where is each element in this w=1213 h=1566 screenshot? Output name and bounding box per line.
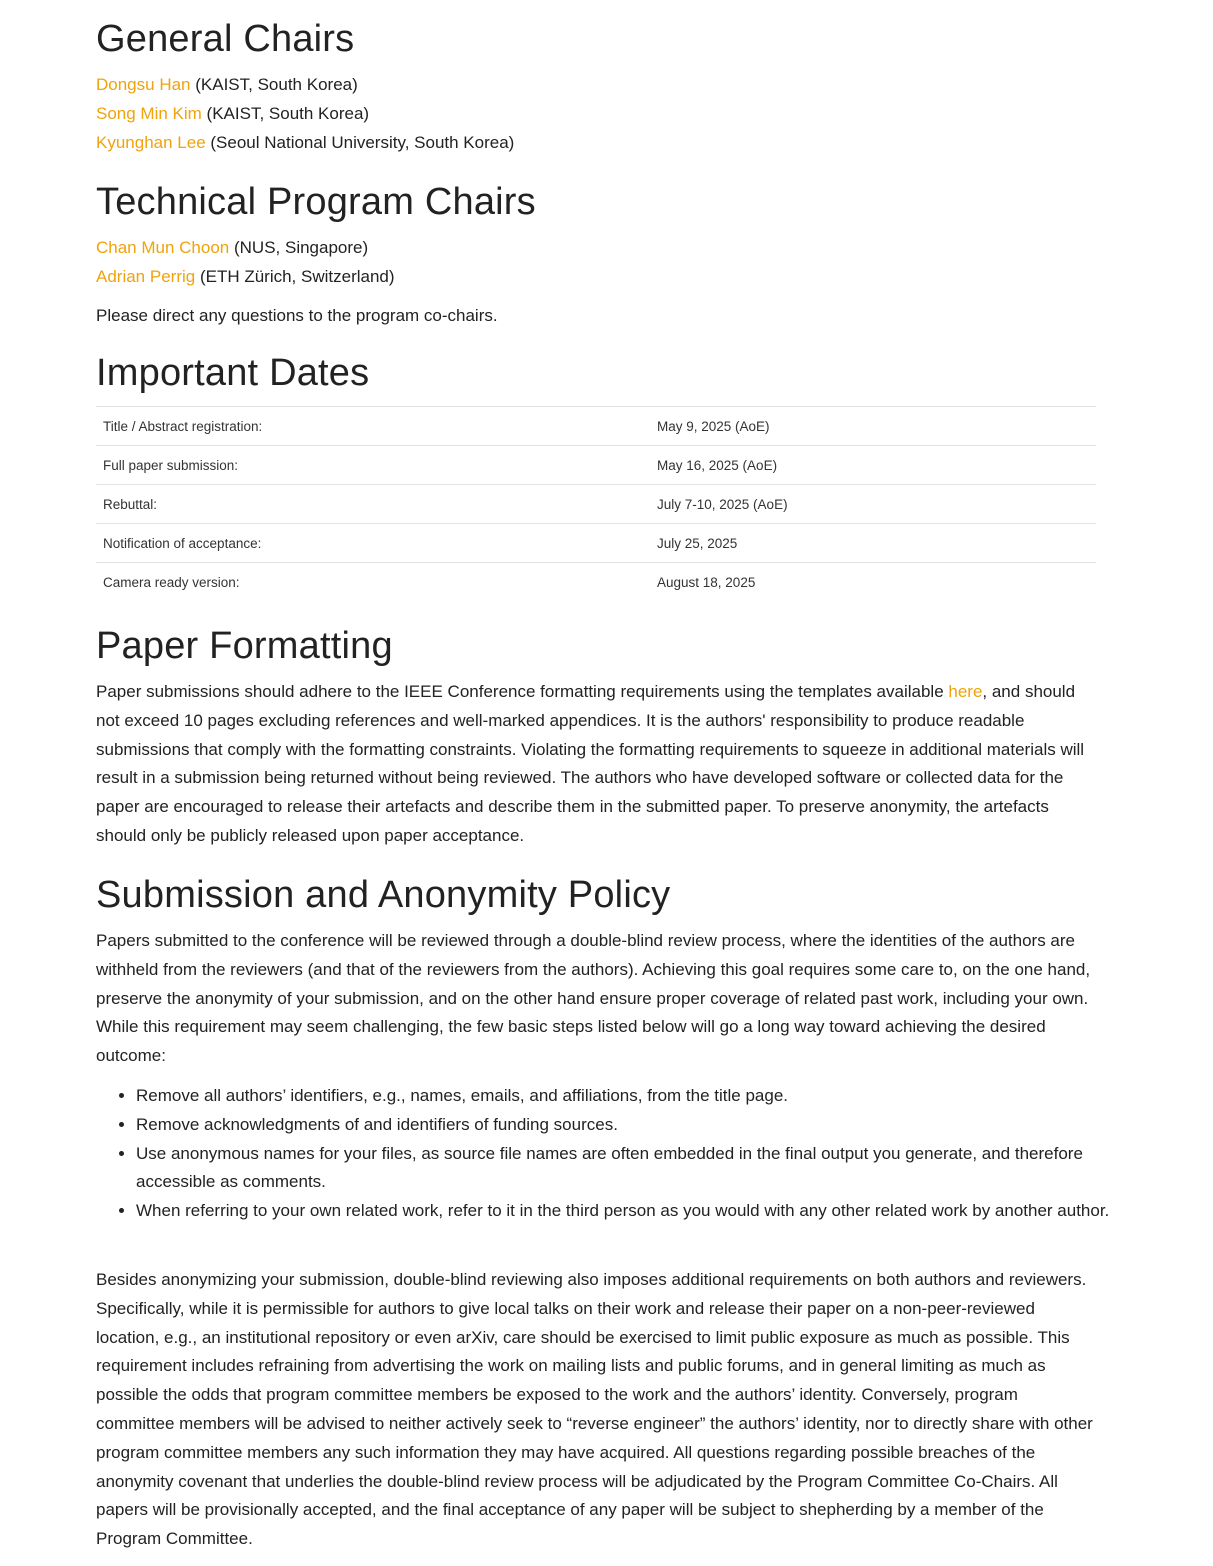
- date-value: July 7-10, 2025 (AoE): [650, 485, 1096, 524]
- general-chair-affiliation: (KAIST, South Korea): [190, 75, 358, 94]
- date-label: Camera ready version:: [96, 563, 650, 602]
- table-row: [96, 407, 1096, 446]
- table-row: [96, 446, 1096, 485]
- submission-policy-closing: Besides anonymizing your submission, double-blind reviewing also imposes additional requirements on both authors and reviewers. Specifically, while it is permissible for authors to give local talks on their work and release their paper on a non-peer-reviewed location, e.g., an institutional repository or even arXiv, care should be exercised to limit public exposure as much as possible. This requirement includes refraining from advertising the work on mailing lists and public forums, and in general limiting as much as possible the odds that program committee members be exposed to the work and the authors’ identity. Conversely, program committee members will be advised to neither actively seek to “reverse engineer” the authors’ identity, nor to directly share with other program committee members any such information they may have acquired. All questions regarding possible breaches of the anonymity covenant that underlies the double-blind review process will be adjudicated by the Program Committee Co-Chairs. All papers will be provisionally accepted, and the final acceptance of any paper will be subject to shepherding by a member of the Program Committee.: [96, 1270, 1093, 1549]
- list-item: • Remove all authors’ identifiers, e.g., names, emails, and affiliations, from the title page.: [136, 1082, 1136, 1111]
- date-label: Rebuttal:: [96, 485, 650, 524]
- important-dates-heading: Important Dates: [96, 352, 370, 394]
- formatting-text-after-link: , and should not exceed 10 pages excluding references and well-marked appendices. It is the authors' responsibility to produce readable submissions that comply with the formatting constraints. Violating the formatting requirements to squeeze in additional materials will result in a submission being returned without being reviewed. The authors who have developed software or collected data for the paper are encouraged to release their artefacts and describe them in the submitted paper. To preserve anonymity, the artefacts should only be publicly released upon paper acceptance.: [96, 682, 1085, 845]
- paper-formatting-paragraph: [96, 678, 1096, 851]
- date-value: July 25, 2025: [650, 524, 1096, 563]
- date-value: August 18, 2025: [650, 563, 1096, 602]
- tpc-chairs-list: [96, 233, 395, 291]
- general-chair-entry: [96, 70, 514, 99]
- date-label: Full paper submission:: [96, 446, 650, 485]
- general-chair-name-link[interactable]: Dongsu Han: [96, 75, 191, 94]
- tpc-chair-name-link[interactable]: Adrian Perrig: [96, 267, 196, 286]
- date-value: May 9, 2025 (AoE): [650, 407, 1096, 446]
- date-label: Title / Abstract registration:: [96, 407, 650, 446]
- general-chairs-heading: General Chairs: [96, 18, 355, 60]
- general-chair-entry: [96, 99, 514, 128]
- tpc-chair-name-link[interactable]: Chan Mun Choon: [96, 238, 230, 257]
- submission-policy-heading: Submission and Anonymity Policy: [96, 874, 671, 916]
- submission-policy-intro: Papers submitted to the conference will be reviewed through a double-blind review process, where the identities of the authors are withheld from the reviewers (and that of the reviewers from the authors). Achieving this goal requires some care to, on the one hand, preserve the anonymity of your submission, and on the other hand ensure proper coverage of related past work, including your own. While this requirement may seem challenging, the few basic steps listed below will go a long way toward achieving the desired outcome:: [96, 931, 1091, 1066]
- formatting-text-before-link: Paper submissions should adhere to the IEEE Conference formatting requirements using the templates available: [96, 682, 949, 701]
- list-item: • When referring to your own related work, refer to it in the third person as you would with any other related work by another author.: [136, 1197, 1136, 1226]
- tpc-contact-note: Please direct any questions to the program co-chairs.: [96, 306, 498, 325]
- list-item: • Use anonymous names for your files, as source file names are often embedded in the final output you generate, and therefore accessible as comments.: [136, 1140, 1136, 1198]
- general-chair-name-link[interactable]: Song Min Kim: [96, 104, 202, 123]
- date-label: Notification of acceptance:: [96, 524, 650, 563]
- list-item: • Remove acknowledgments of and identifiers of funding sources.: [136, 1111, 1136, 1140]
- table-row: [96, 563, 1096, 602]
- date-value: May 16, 2025 (AoE): [650, 446, 1096, 485]
- tpc-chair-affiliation: (ETH Zürich, Switzerland): [195, 267, 395, 286]
- table-row: [96, 524, 1096, 563]
- tpc-chairs-heading: Technical Program Chairs: [96, 181, 536, 223]
- tpc-chair-entry: [96, 233, 395, 262]
- important-dates-table: [96, 406, 1096, 601]
- general-chair-entry: [96, 128, 514, 157]
- tpc-chair-affiliation: (NUS, Singapore): [229, 238, 369, 257]
- templates-here-link[interactable]: here: [948, 682, 983, 701]
- general-chair-name-link[interactable]: Kyunghan Lee: [96, 133, 206, 152]
- general-chair-affiliation: (KAIST, South Korea): [201, 104, 370, 123]
- tpc-chair-entry: [96, 262, 395, 291]
- general-chair-affiliation: (Seoul National University, South Korea): [205, 133, 515, 152]
- general-chairs-list: [96, 70, 514, 157]
- paper-formatting-heading: Paper Formatting: [96, 625, 393, 667]
- table-row: [96, 485, 1096, 524]
- anonymity-steps-list: [96, 1082, 1136, 1226]
